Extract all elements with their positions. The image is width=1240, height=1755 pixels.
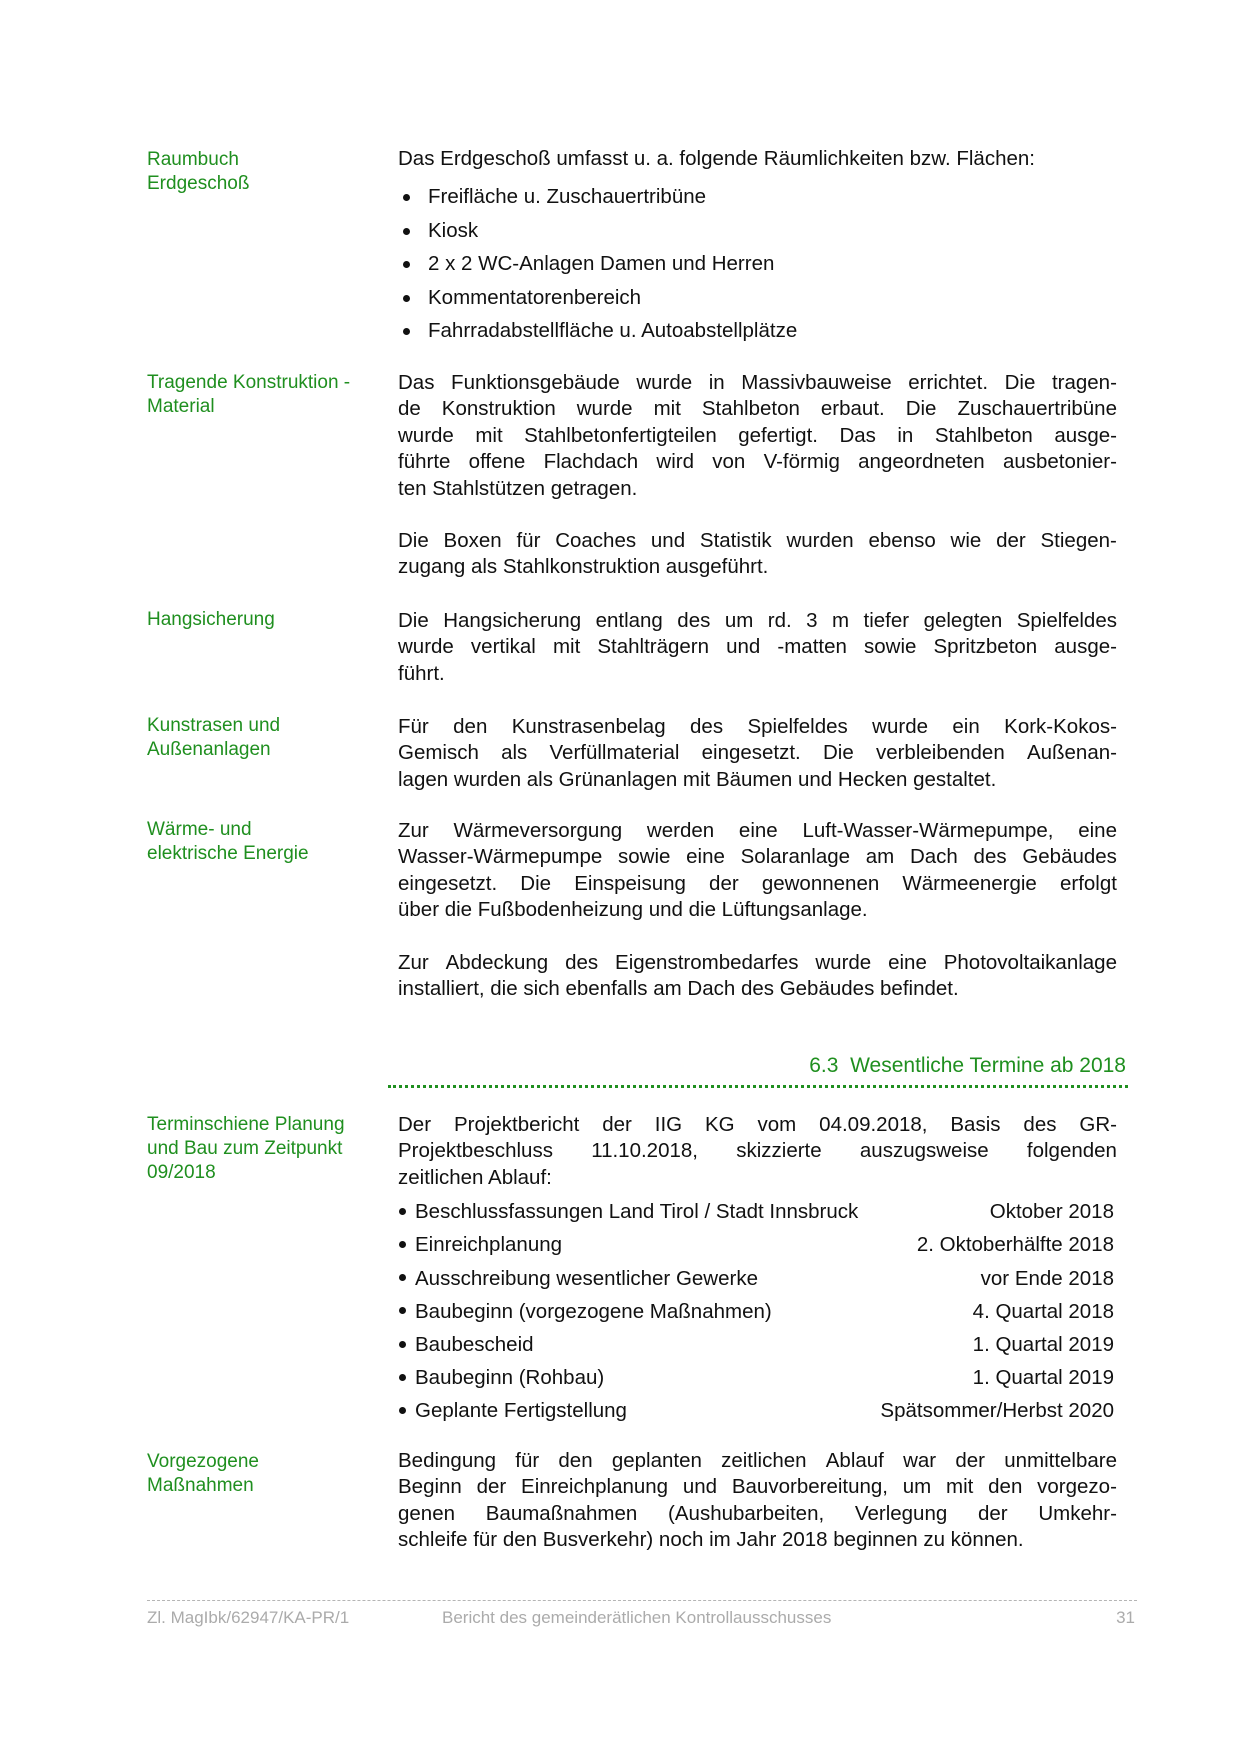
timeline-item — [398, 1262, 758, 1295]
footer-reference: Zl. MagIbk/62947/KA-PR/1 — [147, 1608, 350, 1627]
timeline-item-label: Beschlussfassungen Land Tirol / Stadt Innsbruck — [415, 1200, 859, 1224]
bullet-icon — [399, 1274, 406, 1281]
paragraph — [398, 146, 1117, 172]
text-line: schleife für den Busverkehr) noch im Jahr 2018 beginnen zu können. — [398, 1528, 1024, 1552]
timeline-date: 1. Quartal 2019 — [972, 1366, 1114, 1390]
timeline-row — [398, 1295, 1114, 1328]
paragraph — [398, 714, 1117, 793]
timeline-item — [398, 1228, 562, 1261]
timeline-row — [398, 1328, 1114, 1361]
text-line: Beginn der Einreichplanung und Bauvorbereitung, um mit den vorgezo- — [398, 1475, 1117, 1499]
timeline-row — [398, 1228, 1114, 1261]
page-number: 31 — [1116, 1608, 1135, 1627]
bullet-icon — [399, 1341, 406, 1348]
text-line: Das Funktionsgebäude wurde in Massivbauweise errichtet. Die tragen- — [398, 371, 1117, 394]
text-line: de Konstruktion wurde mit Stahlbeton erbaut. Die Zuschauertribüne — [398, 397, 1117, 421]
timeline-item — [398, 1361, 604, 1394]
timeline-row — [398, 1262, 1114, 1295]
section-body — [398, 714, 1117, 793]
bullet-icon — [399, 1241, 406, 1248]
text-line: zeitlichen Ablauf: — [398, 1165, 552, 1189]
timeline-item — [398, 1394, 627, 1427]
timeline-date: vor Ende 2018 — [980, 1266, 1114, 1290]
list-item: 2 x 2 WC-Anlagen Damen und Herren — [398, 247, 1117, 280]
timeline-item — [398, 1195, 858, 1228]
timeline-date: Oktober 2018 — [989, 1200, 1114, 1224]
paragraph — [398, 528, 1117, 581]
text-line: führte offene Flachdach wird von V-förmig angeordneten ausbetonier- — [398, 450, 1117, 474]
section-label — [147, 1450, 382, 1498]
timeline-date: 2. Oktoberhälfte 2018 — [916, 1233, 1114, 1257]
section-label — [147, 608, 382, 632]
label-line: Material — [147, 396, 215, 417]
text-line: installiert, die sich ebenfalls am Dach des Gebäudes befindet. — [398, 977, 959, 1001]
footer-rule — [147, 1600, 1137, 1601]
text-line: führt. — [398, 661, 445, 685]
timeline-row — [398, 1195, 1114, 1228]
paragraph — [398, 608, 1117, 687]
label-line: und Bau zum Zeitpunkt — [147, 1138, 343, 1159]
list-item: Kommentatorenbereich — [398, 281, 1117, 314]
list-item: Kiosk — [398, 214, 1117, 247]
label-line: elektrische Energie — [147, 843, 309, 864]
bullet-icon — [399, 1374, 406, 1381]
text-line: Gemisch als Verfüllmaterial eingesetzt. Die verbleibenden Außenan- — [398, 741, 1117, 765]
text-line: über die Fußbodenheizung und die Lüftungsanlage. — [398, 898, 868, 922]
paragraph — [398, 1448, 1117, 1554]
label-line: Vorgezogene — [147, 1451, 259, 1472]
text-line: wurde mit Stahlbetonfertigteilen gefertigt. Das in Stahlbeton ausge- — [398, 423, 1117, 447]
label-line: Raumbuch — [147, 149, 239, 170]
label-line: 09/2018 — [147, 1162, 216, 1183]
timeline-date: 4. Quartal 2018 — [972, 1299, 1114, 1323]
timeline-date: Spätsommer/Herbst 2020 — [880, 1399, 1114, 1423]
text-line: eingesetzt. Die Einspeisung der gewonnenen Wärmeenergie erfolgt — [398, 871, 1117, 895]
timeline-row — [398, 1394, 1114, 1427]
section-body — [398, 818, 1117, 1002]
text-line: zugang als Stahlkonstruktion ausgeführt. — [398, 555, 769, 579]
timeline-item-label: Geplante Fertigstellung — [415, 1399, 627, 1423]
timeline-item-label: Baubeginn (vorgezogene Maßnahmen) — [415, 1299, 772, 1323]
section-body — [398, 608, 1117, 687]
timeline-item — [398, 1328, 534, 1361]
bullet-icon — [399, 1407, 406, 1414]
label-line: Kunstrasen und — [147, 715, 281, 736]
timeline-item-label: Baubescheid — [415, 1332, 534, 1356]
text-line: Bedingung für den geplanten zeitlichen Ablauf war der unmittelbare — [398, 1449, 1117, 1472]
list-item: Freifläche u. Zuschauertribüne — [398, 180, 1117, 213]
paragraph — [398, 370, 1117, 502]
paragraph — [398, 1112, 1117, 1191]
bullet-list — [398, 180, 1117, 347]
section-label — [147, 818, 382, 866]
label-line: Außenanlagen — [147, 739, 271, 760]
section-body — [398, 1112, 1117, 1428]
label-line: Wärme- und — [147, 819, 252, 840]
text-line: Zur Wärmeversorgung werden eine Luft-Wasser-Wärmepumpe, eine — [398, 819, 1117, 842]
section-label — [147, 714, 382, 762]
text-line: Projektbeschluss 11.10.2018, skizzierte auszugsweise folgenden — [398, 1139, 1117, 1163]
label-line: Terminschiene Planung — [147, 1114, 345, 1135]
section-label — [147, 148, 382, 196]
timeline-date: 1. Quartal 2019 — [972, 1332, 1114, 1356]
text-line: Die Hangsicherung entlang des um rd. 3 m tiefer gelegten Spielfeldes — [398, 609, 1117, 632]
label-line: Maßnahmen — [147, 1475, 254, 1496]
heading-dotted-rule — [388, 1085, 1128, 1088]
section-body — [398, 1448, 1117, 1554]
label-line: Tragende Konstruktion - — [147, 372, 351, 393]
text-line: Das Erdgeschoß umfasst u. a. folgende Räumlichkeiten bzw. Flächen: — [398, 147, 1035, 170]
section-body — [398, 146, 1117, 347]
text-line: Der Projektbericht der IIG KG vom 04.09.2018, Basis des GR- — [398, 1113, 1117, 1136]
text-line: Wasser-Wärmepumpe sowie eine Solaranlage am Dach des Gebäudes — [398, 845, 1117, 869]
label-line: Hangsicherung — [147, 609, 275, 630]
timeline-list — [398, 1195, 1114, 1427]
text-line: genen Baumaßnahmen (Aushubarbeiten, Verlegung der Umkehr- — [398, 1501, 1117, 1525]
timeline-item-label: Einreichplanung — [415, 1233, 563, 1257]
text-line: lagen wurden als Grünanlagen mit Bäumen und Hecken gestaltet. — [398, 767, 997, 791]
section-label — [147, 371, 382, 419]
section-body — [398, 370, 1117, 581]
text-line: wurde vertikal mit Stahlträgern und -matten sowie Spritzbeton ausge- — [398, 635, 1117, 659]
timeline-item-label: Baubeginn (Rohbau) — [415, 1366, 605, 1390]
text-line: ten Stahlstützen getragen. — [398, 476, 638, 500]
bullet-icon — [399, 1208, 406, 1215]
section-label — [147, 1113, 382, 1185]
paragraph — [398, 950, 1117, 1003]
bullet-icon — [399, 1307, 406, 1314]
timeline-row — [398, 1361, 1114, 1394]
section-heading: 6.3 Wesentliche Termine ab 2018 — [809, 1054, 1126, 1077]
list-item: Fahrradabstellfläche u. Autoabstellplätze — [398, 314, 1117, 347]
paragraph — [398, 818, 1117, 924]
text-line: Die Boxen für Coaches und Statistik wurden ebenso wie der Stiegen- — [398, 529, 1117, 553]
text-line: Zur Abdeckung des Eigenstrombedarfes wurde eine Photovoltaikanlage — [398, 950, 1117, 974]
footer-title: Bericht des gemeinderätlichen Kontrollausschusses — [442, 1608, 832, 1627]
text-line: Für den Kunstrasenbelag des Spielfeldes wurde ein Kork-Kokos- — [398, 715, 1117, 738]
timeline-item — [398, 1295, 772, 1328]
timeline-item-label: Ausschreibung wesentlicher Gewerke — [415, 1266, 758, 1290]
label-line: Erdgeschoß — [147, 173, 250, 194]
